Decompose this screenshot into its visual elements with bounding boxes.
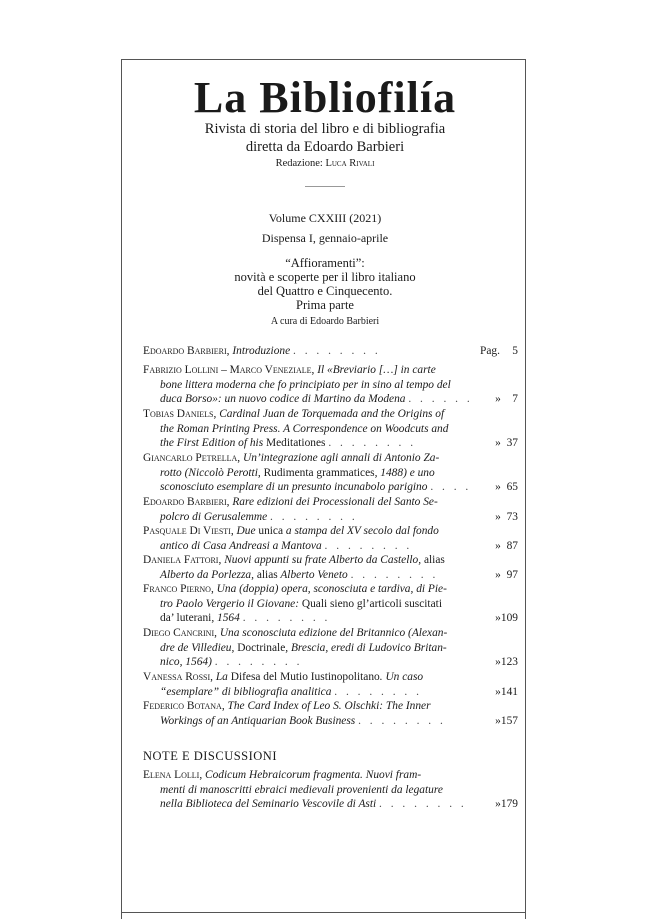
toc-page-number: 73 — [506, 510, 518, 523]
toc-entry-text: tro Paolo Vergerio il Giovane: Quali sieno gl’articoli suscitati — [160, 597, 442, 610]
leader-dots: . . . . . . . . — [270, 510, 358, 523]
leader-dots: . . . . . . . . — [293, 345, 381, 357]
notes-contents — [143, 768, 518, 818]
toc-entry-text: Edoardo Barbieri, Introduzione . . . . . . . . — [143, 345, 381, 357]
toc-entry-text: Diego Cancrini, Una sconosciuta edizione del Britannico (Alexan- — [143, 627, 448, 639]
toc-author: Giancarlo Petrella — [143, 452, 238, 464]
toc-entry-text: rotto (Niccolò Perotti, Rudimenta grammatices, 1488) e uno — [160, 466, 435, 479]
editor-line: diretta da Edoardo Barbieri — [245, 139, 405, 155]
theme-line-3: del Quattro e Cinquecento. — [257, 284, 393, 298]
toc-entry[interactable] — [143, 768, 518, 812]
toc-entry-text: Pasquale Di Viesti, Due unica a stampa del XV secolo dal fondo — [143, 525, 439, 537]
redazione-name: Luca Rivali — [325, 158, 375, 169]
toc-author: Elena Lolli — [143, 769, 200, 781]
toc-entry-text: Workings of an Antiquarian Book Business . . . . . . . . — [160, 714, 446, 727]
pag-label: Pag. — [480, 345, 500, 357]
toc-entry-text: the Roman Printing Press. A Correspondence on Woodcuts and — [160, 422, 449, 435]
toc-entry[interactable] — [143, 582, 518, 626]
toc-entry-text: duca Borso»: un nuovo codice di Martino da Modena . . . . . . — [160, 393, 473, 405]
toc-page-number: 7 — [512, 393, 518, 405]
theme-line-4: Prima parte — [296, 298, 354, 312]
toc-author: Fabrizio Lollini – Marco Veneziale — [143, 364, 312, 376]
journal-subtitle: Rivista di storia del libro e di bibliografia — [204, 121, 446, 137]
toc-entry-text: nella Biblioteca del Seminario Vescovile di Asti . . . . . . . . — [160, 798, 467, 810]
toc-author: Pasquale Di Viesti — [143, 525, 231, 537]
toc-page-number: 37 — [506, 437, 518, 449]
toc-entry-text: da’ luterani, 1564 . . . . . . . . — [160, 612, 331, 624]
toc-entry[interactable] — [143, 626, 518, 670]
curator-line: A cura di Edoardo Barbieri — [270, 316, 380, 327]
toc-entry[interactable] — [143, 524, 518, 553]
toc-entry-text: nico, 1564) . . . . . . . . — [160, 656, 303, 668]
toc-entry[interactable] — [143, 363, 518, 407]
toc-page-number: 87 — [506, 539, 518, 552]
ditto-mark: » — [495, 656, 501, 668]
toc-page-number: 179 — [500, 798, 518, 810]
ditto-mark: » — [495, 393, 501, 405]
leader-dots: . . . . . . . . — [324, 539, 413, 552]
redazione-label: Redazione: — [275, 158, 323, 169]
ditto-mark: » — [495, 798, 501, 810]
leader-dots: . . . . . . . . — [242, 612, 331, 624]
toc-entry-text: Giancarlo Petrella, Un’integrazione agli annali di Antonio Za- — [143, 452, 440, 464]
toc-entry-text: antico di Casa Andreasi a Mantova . . . . . . . . — [160, 539, 413, 552]
ditto-mark: » — [495, 539, 501, 552]
leader-dots: . . . . . . . . — [358, 714, 446, 727]
toc-entry[interactable] — [143, 344, 518, 359]
toc-author: Daniela Fattori — [143, 554, 219, 566]
toc-entry-text: polcro di Gerusalemme . . . . . . . . — [160, 510, 358, 523]
toc-entry-text: menti di manoscritti ebraici medievali provenienti da legature — [160, 783, 443, 796]
toc-entry-text: Daniela Fattori, Nuovi appunti su frate Alberto da Castello, alias — [143, 554, 445, 566]
toc-page-number: 157 — [500, 714, 518, 727]
toc-entry-text: the First Edition of his Meditationes . . . . . . . . — [160, 437, 417, 449]
theme-line-2: novità e scoperte per il libro italiano — [234, 270, 416, 284]
journal-title: La Bibliofilía — [193, 73, 457, 122]
toc-entry[interactable] — [143, 407, 518, 451]
section-title: NOTE E DISCUSSIONI — [143, 749, 277, 763]
table-of-contents — [143, 344, 518, 744]
toc-entry-text: sconosciuto esemplare di un presunto incunabolo parigino . . . . — [160, 481, 472, 493]
toc-entry-text: Franco Pierno, Una (doppia) opera, sconosciuta e tardiva, di Pie- — [143, 583, 447, 595]
divider — [305, 186, 345, 187]
dispensa-line: Dispensa I, gennaio-aprile — [261, 231, 389, 245]
ditto-mark: » — [495, 568, 501, 581]
toc-author: Tobias Daniels — [143, 408, 214, 420]
toc-author: Diego Cancrini — [143, 627, 215, 639]
leader-dots: . . . . . . . . — [328, 437, 417, 449]
toc-entry-text: bone littera moderna che fo principiato per in sino al tempo del — [160, 378, 451, 391]
leader-dots: . . . . . . — [408, 393, 473, 405]
ditto-mark: » — [495, 481, 501, 493]
toc-entry[interactable] — [143, 670, 518, 699]
toc-author: Edoardo Barbieri — [143, 345, 227, 357]
toc-page-number: 141 — [500, 685, 518, 698]
toc-entry-text: dre de Villedieu, Doctrinale, Brescia, eredi di Ludovico Britan- — [160, 641, 447, 654]
toc-entry[interactable] — [143, 495, 518, 524]
toc-entry-text: “esemplare” di bibliografia analitica . . . . . . . . — [160, 685, 422, 698]
toc-entry[interactable] — [143, 451, 518, 495]
toc-page-number: 97 — [506, 568, 518, 581]
redazione-line — [0, 158, 650, 169]
leader-dots: . . . . . . . . — [379, 798, 467, 810]
leader-dots: . . . . . . . . — [334, 685, 422, 698]
toc-page-number: 123 — [500, 656, 518, 668]
toc-entry-text: Fabrizio Lollini – Marco Veneziale, Il «Breviario […] in carte — [143, 364, 436, 376]
leader-dots: . . . . . . . . — [214, 656, 303, 668]
theme-line-1: “Affioramenti”: — [285, 256, 365, 270]
leader-dots: . . . . — [430, 481, 472, 493]
toc-author: Vanessa Rossi — [143, 671, 211, 683]
toc-entry-text: Tobias Daniels, Cardinal Juan de Torquemada and the Origins of — [143, 408, 445, 420]
ditto-mark: » — [495, 612, 501, 624]
toc-page-number: 65 — [506, 481, 518, 493]
ditto-mark: » — [495, 437, 501, 449]
toc-entry-text: Vanessa Rossi, La Difesa del Mutio Iustinopolitano. Un caso — [143, 671, 424, 683]
toc-entry[interactable] — [143, 553, 518, 582]
toc-entry-text: Edoardo Barbieri, Rare edizioni dei Processionali del Santo Se- — [143, 496, 438, 508]
toc-author: Franco Pierno — [143, 583, 211, 595]
toc-entry-text: Federico Botana, The Card Index of Leo S. Olschki: The Inner — [143, 700, 431, 712]
toc-entry-text: Alberto da Porlezza, alias Alberto Veneto . . . . . . . . — [160, 568, 439, 581]
toc-page-number: 109 — [500, 612, 518, 624]
volume-line: Volume CXXIII (2021) — [268, 211, 382, 225]
ditto-mark: » — [495, 714, 501, 727]
toc-page-number: 5 — [512, 345, 518, 357]
toc-author: Edoardo Barbieri — [143, 496, 227, 508]
ditto-mark: » — [495, 685, 501, 698]
toc-entry-text: Elena Lolli, Codicum Hebraicorum fragmenta. Nuovi fram- — [143, 769, 422, 781]
toc-entry[interactable] — [143, 699, 518, 728]
toc-author: Federico Botana — [143, 700, 222, 712]
leader-dots: . . . . . . . . — [350, 568, 439, 581]
ditto-mark: » — [495, 510, 501, 523]
